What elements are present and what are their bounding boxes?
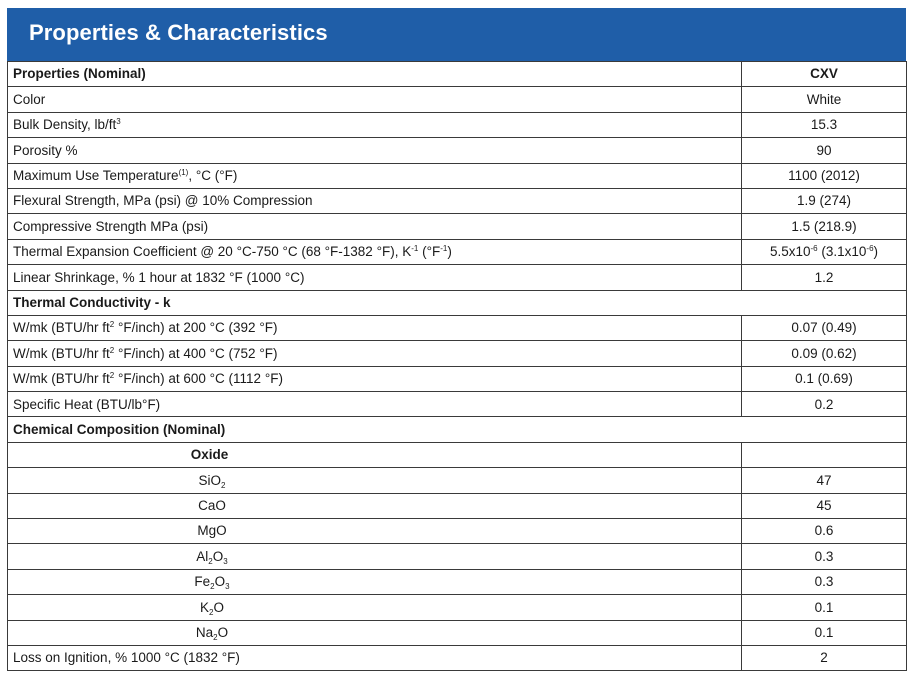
table-row <box>8 315 907 340</box>
oxide-formula <box>8 544 742 569</box>
table-row <box>8 366 907 391</box>
oxide-value: 0.3 <box>742 569 907 594</box>
subscript: 2 <box>210 582 215 592</box>
formula-part: Fe <box>194 574 211 590</box>
superscript: -6 <box>866 244 874 254</box>
formula-part: Al <box>196 548 209 564</box>
property-label: Compressive Strength MPa (psi) <box>8 214 742 239</box>
value-text: (3.1x10 <box>817 244 867 260</box>
table-row <box>8 392 907 417</box>
formula-part: SiO <box>198 472 222 488</box>
table-row <box>8 468 907 493</box>
property-value: 0.07 (0.49) <box>742 315 907 340</box>
label-text: °F/inch) at 200 °C (392 °F) <box>114 320 278 336</box>
property-value <box>742 239 907 264</box>
label-text: ) <box>447 244 452 260</box>
table-row <box>8 163 907 188</box>
formula-part: K <box>200 599 210 615</box>
oxide-value: 47 <box>742 468 907 493</box>
formula-part: O <box>212 548 224 564</box>
label-text: °F/inch) at 400 °C (752 °F) <box>114 345 278 361</box>
subscript: 2 <box>213 633 218 643</box>
property-label: Flexural Strength, MPa (psi) @ 10% Compression <box>8 188 742 213</box>
property-value: 0.09 (0.62) <box>742 341 907 366</box>
footnote-marker: (1) <box>178 168 189 177</box>
table-row <box>8 493 907 518</box>
property-value: 15.3 <box>742 112 907 137</box>
table-row <box>8 519 907 544</box>
property-value: 90 <box>742 138 907 163</box>
formula-part: O <box>217 625 229 641</box>
table-row <box>8 265 907 290</box>
property-label <box>8 239 742 264</box>
empty-cell <box>742 442 907 467</box>
oxide-formula: CaO <box>8 493 742 518</box>
label-text: (°F <box>418 244 441 260</box>
label-text: W/mk (BTU/hr ft <box>13 320 110 336</box>
thermal-section-title: Thermal Conductivity - k <box>8 290 907 315</box>
subscript: 3 <box>225 582 230 592</box>
property-value: White <box>742 87 907 112</box>
chemical-section-title: Chemical Composition (Nominal) <box>8 417 907 442</box>
property-value: 1100 (2012) <box>742 163 907 188</box>
property-label: Color <box>8 87 742 112</box>
superscript: 2 <box>109 371 115 381</box>
subscript: 2 <box>221 480 226 490</box>
formula-part: Na <box>195 625 214 641</box>
superscript: 2 <box>109 320 115 330</box>
subscript: 2 <box>208 556 213 566</box>
superscript: -1 <box>440 244 448 254</box>
properties-table <box>7 61 907 671</box>
property-value: 0.2 <box>742 392 907 417</box>
property-value: 0.1 (0.69) <box>742 366 907 391</box>
value-text: ) <box>873 244 879 260</box>
table-row <box>8 188 907 213</box>
oxide-value: 0.1 <box>742 620 907 645</box>
oxide-formula <box>8 595 742 620</box>
oxide-header: Oxide <box>8 442 742 467</box>
oxide-header-row <box>8 442 907 467</box>
label-text: W/mk (BTU/hr ft <box>13 371 110 387</box>
property-label: Specific Heat (BTU/lb°F) <box>8 392 742 417</box>
oxide-value: 45 <box>742 493 907 518</box>
superscript: 3 <box>116 117 121 127</box>
property-label <box>8 315 742 340</box>
section-header <box>7 8 906 62</box>
property-label <box>8 341 742 366</box>
table-row <box>8 112 907 137</box>
oxide-formula <box>8 468 742 493</box>
superscript: -1 <box>411 244 419 254</box>
table-row <box>8 595 907 620</box>
property-value: 1.9 (274) <box>742 188 907 213</box>
table-row <box>8 239 907 264</box>
label-text: W/mk (BTU/hr ft <box>13 345 110 361</box>
superscript: 2 <box>109 345 115 355</box>
table-row <box>8 87 907 112</box>
property-label <box>8 163 742 188</box>
formula-part: O <box>214 574 226 590</box>
label-text: °F/inch) at 600 °C (1112 °F) <box>114 371 283 387</box>
label-text: , °C (°F) <box>188 168 238 183</box>
product-header-cell: CXV <box>742 62 907 87</box>
property-value: 1.5 (218.9) <box>742 214 907 239</box>
table-row <box>8 544 907 569</box>
label-text: Bulk Density, lb/ft <box>13 117 117 133</box>
oxide-formula <box>8 620 742 645</box>
property-label <box>8 112 742 137</box>
section-row <box>8 417 907 442</box>
value-text: 5.5x10 <box>769 244 811 260</box>
table-row <box>8 214 907 239</box>
property-label: Linear Shrinkage, % 1 hour at 1832 °F (1000 °C) <box>8 265 742 290</box>
subscript: 3 <box>223 556 228 566</box>
page-title: Properties & Characteristics <box>29 20 328 45</box>
formula-part: O <box>213 599 224 615</box>
section-row <box>8 290 907 315</box>
table-row <box>8 645 907 670</box>
property-value: 1.2 <box>742 265 907 290</box>
oxide-formula <box>8 569 742 594</box>
table-row <box>8 138 907 163</box>
oxide-value: 0.6 <box>742 519 907 544</box>
property-label: Loss on Ignition, % 1000 °C (1832 °F) <box>8 645 742 670</box>
subscript: 2 <box>209 607 214 617</box>
table-header-row <box>8 62 907 87</box>
superscript: -6 <box>810 244 818 254</box>
oxide-value: 0.1 <box>742 595 907 620</box>
property-value: 2 <box>742 645 907 670</box>
table-row <box>8 569 907 594</box>
oxide-formula: MgO <box>8 519 742 544</box>
property-label <box>8 366 742 391</box>
properties-header-cell: Properties (Nominal) <box>8 62 742 87</box>
oxide-value: 0.3 <box>742 544 907 569</box>
table-row <box>8 620 907 645</box>
table-row <box>8 341 907 366</box>
label-text: Maximum Use Temperature <box>13 168 179 183</box>
property-label: Porosity % <box>8 138 742 163</box>
label-text: Thermal Expansion Coefficient @ 20 °C-750 °C (68 °F-1382 °F), K <box>13 244 412 260</box>
